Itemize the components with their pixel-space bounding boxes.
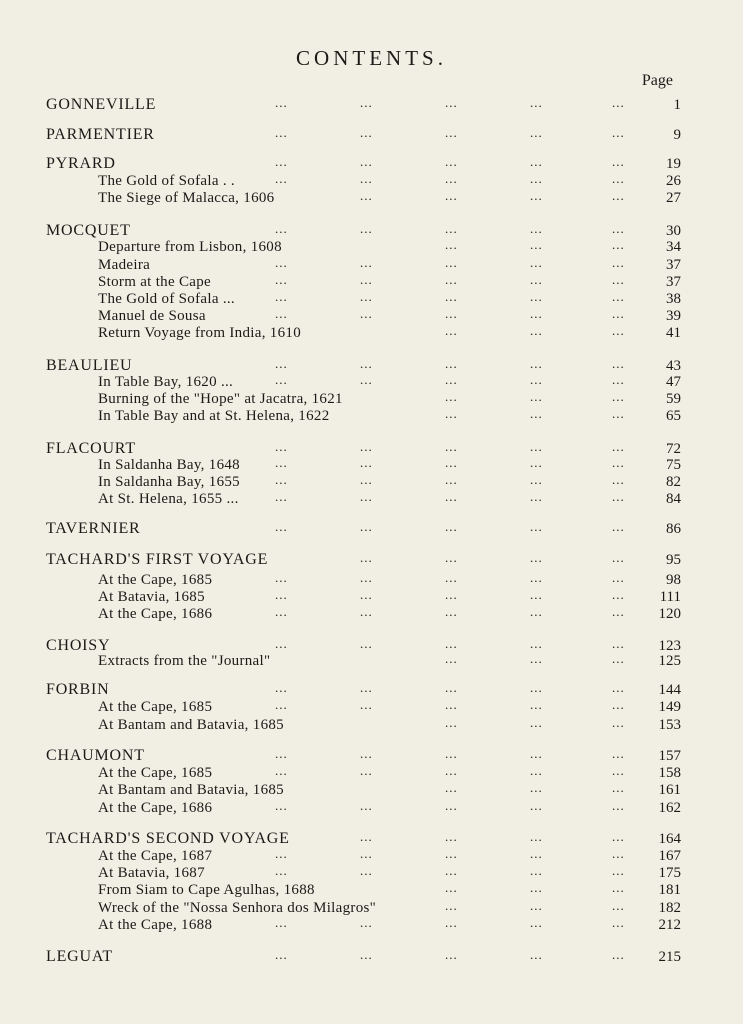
toc-entry-title: At the Cape, 1686: [98, 606, 213, 622]
leader-dots: ... ... ... ... ...: [275, 255, 625, 270]
toc-page-number: 167: [658, 848, 681, 864]
leader-dots: ... ... ... ...: [360, 188, 625, 203]
toc-subentry: [0, 189, 743, 207]
toc-page-number: 157: [658, 748, 681, 764]
toc-page-number: 9: [673, 127, 681, 143]
toc-page-number: 43: [666, 358, 681, 374]
leader-dots: ... ... ... ... ...: [275, 846, 625, 861]
toc-entry-title: At Batavia, 1685: [98, 589, 205, 605]
toc-subentry: [0, 605, 743, 623]
leader-dots: ... ... ... ... ...: [275, 472, 625, 487]
toc-entry-title: PARMENTIER: [46, 126, 155, 143]
toc-page-number: 59: [666, 391, 681, 407]
leader-dots: ... ... ... ... ...: [275, 221, 625, 236]
toc-page-number: 1: [673, 97, 681, 113]
toc-entry-title: From Siam to Cape Agulhas, 1688: [98, 882, 315, 898]
toc-page-number: 82: [666, 474, 681, 490]
toc-subentry: [0, 652, 743, 670]
leader-dots: ... ... ... ... ...: [275, 604, 625, 619]
toc-entry-title: Extracts from the "Journal": [98, 653, 271, 669]
toc-entry-title: TAVERNIER: [46, 520, 141, 537]
toc-page-number: 125: [658, 653, 681, 669]
leader-dots: ... ... ...: [445, 780, 625, 795]
toc-entry-title: FORBIN: [46, 681, 110, 698]
toc-page-number: 162: [658, 800, 681, 816]
leader-dots: ... ... ...: [445, 389, 625, 404]
toc-entry-title: At Bantam and Batavia, 1685: [98, 717, 284, 733]
toc-subentry: [0, 407, 743, 425]
toc-page-number: 37: [666, 257, 681, 273]
toc-page-number: 39: [666, 308, 681, 324]
leader-dots: ... ... ...: [445, 323, 625, 338]
toc-entry-title: The Gold of Sofala . .: [98, 173, 235, 189]
toc-page-number: 144: [658, 682, 681, 698]
toc-page-number: 98: [666, 572, 681, 588]
leader-dots: ... ... ... ... ...: [275, 171, 625, 186]
toc-page-number: 86: [666, 521, 681, 537]
toc-entry-title: At the Cape, 1685: [98, 572, 213, 588]
toc-page-number: 123: [658, 638, 681, 654]
toc-entry: [0, 948, 743, 966]
leader-dots: ... ... ... ... ...: [275, 680, 625, 695]
toc-entry-title: BEAULIEU: [46, 357, 133, 374]
toc-entry-title: CHAUMONT: [46, 747, 145, 764]
leader-dots: ... ... ... ... ...: [275, 570, 625, 585]
leader-dots: ... ... ... ... ...: [275, 519, 625, 534]
toc-page-number: 72: [666, 441, 681, 457]
leader-dots: ... ... ... ... ...: [275, 289, 625, 304]
page-column-heading: Page: [641, 72, 673, 89]
toc-entry-title: Burning of the "Hope" at Jacatra, 1621: [98, 391, 343, 407]
toc-entry-title: In Saldanha Bay, 1655: [98, 474, 240, 490]
toc-entry-title: At Batavia, 1687: [98, 865, 205, 881]
leader-dots: ... ... ... ... ...: [275, 746, 625, 761]
leader-dots: ... ... ... ... ...: [275, 636, 625, 651]
toc-page-number: 161: [658, 782, 681, 798]
leader-dots: ... ... ... ... ...: [275, 915, 625, 930]
toc-page-number: 164: [658, 831, 681, 847]
toc-page-number: 26: [666, 173, 681, 189]
leader-dots: ... ... ... ... ...: [275, 154, 625, 169]
toc-subentry: [0, 799, 743, 817]
toc-entry-title: At Bantam and Batavia, 1685: [98, 782, 284, 798]
toc-entry-title: LEGUAT: [46, 948, 114, 965]
toc-entry: [0, 126, 743, 144]
page-title: CONTENTS.: [296, 46, 447, 70]
leader-dots: ... ... ... ... ...: [275, 95, 625, 110]
leader-dots: ... ... ... ...: [360, 550, 625, 565]
leader-dots: ... ... ... ... ...: [275, 489, 625, 504]
toc-entry-title: Storm at the Cape: [98, 274, 211, 290]
toc-entry-title: In Saldanha Bay, 1648: [98, 457, 240, 473]
leader-dots: ... ... ...: [445, 898, 625, 913]
toc-subentry: [0, 916, 743, 934]
toc-entry-title: Departure from Lisbon, 1608: [98, 239, 282, 255]
toc-entry-title: At St. Helena, 1655 ...: [98, 491, 239, 507]
toc-subentry: [0, 490, 743, 508]
toc-entry-title: TACHARD'S FIRST VOYAGE: [46, 551, 269, 568]
toc-subentry: [0, 716, 743, 734]
toc-entry-title: At the Cape, 1685: [98, 765, 213, 781]
toc-entry-title: TACHARD'S SECOND VOYAGE: [46, 830, 290, 847]
leader-dots: ... ... ...: [445, 880, 625, 895]
toc-page-number: 65: [666, 408, 681, 424]
leader-dots: ... ... ...: [445, 715, 625, 730]
toc-page-number: 41: [666, 325, 681, 341]
leader-dots: ... ... ... ... ...: [275, 947, 625, 962]
leader-dots: ... ... ...: [445, 406, 625, 421]
toc-entry-title: CHOISY: [46, 637, 111, 654]
toc-page-number: 84: [666, 491, 681, 507]
toc-entry-title: Madeira: [98, 257, 151, 273]
leader-dots: ... ... ... ... ...: [275, 356, 625, 371]
leader-dots: ... ... ... ... ...: [275, 697, 625, 712]
toc-entry-title: In Table Bay, 1620 ...: [98, 374, 234, 390]
toc-page-number: 215: [658, 949, 681, 965]
leader-dots: ... ... ... ... ...: [275, 272, 625, 287]
leader-dots: ... ... ... ... ...: [275, 763, 625, 778]
toc-page-number: 149: [658, 699, 681, 715]
toc-subentry: [0, 324, 743, 342]
toc-page-number: 111: [659, 589, 681, 605]
toc-page-number: 34: [666, 239, 681, 255]
toc-entry-title: At the Cape, 1687: [98, 848, 213, 864]
leader-dots: ... ... ...: [445, 651, 625, 666]
toc-entry: [0, 551, 743, 569]
toc-page-number: 95: [666, 552, 681, 568]
toc-entry: [0, 520, 743, 538]
toc-entry-title: GONNEVILLE: [46, 96, 157, 113]
leader-dots: ... ... ... ... ...: [275, 372, 625, 387]
toc-page-number: 37: [666, 274, 681, 290]
toc-page-number: 47: [666, 374, 681, 390]
toc-entry-title: The Gold of Sofala ...: [98, 291, 235, 307]
leader-dots: ... ... ...: [445, 237, 625, 252]
toc-entry-title: PYRARD: [46, 155, 116, 172]
leader-dots: ... ... ... ... ...: [275, 439, 625, 454]
toc-entry-title: At the Cape, 1685: [98, 699, 213, 715]
toc-entry-title: Return Voyage from India, 1610: [98, 325, 301, 341]
toc-page-number: 212: [658, 917, 681, 933]
leader-dots: ... ... ... ... ...: [275, 455, 625, 470]
toc-entry-title: The Siege of Malacca, 1606: [98, 190, 275, 206]
toc-page-number: 75: [666, 457, 681, 473]
toc-entry: [0, 96, 743, 114]
toc-page-number: 38: [666, 291, 681, 307]
leader-dots: ... ... ... ... ...: [275, 863, 625, 878]
toc-entry-title: Wreck of the "Nossa Senhora dos Milagros": [98, 900, 377, 916]
leader-dots: ... ... ... ...: [360, 829, 625, 844]
toc-page-number: 120: [658, 606, 681, 622]
toc-page-number: 175: [658, 865, 681, 881]
toc-page-number: 182: [658, 900, 681, 916]
leader-dots: ... ... ... ... ...: [275, 798, 625, 813]
toc-page-number: 153: [658, 717, 681, 733]
toc-entry-title: In Table Bay and at St. Helena, 1622: [98, 408, 330, 424]
toc-entry-title: Manuel de Sousa: [98, 308, 206, 324]
toc-page-number: 158: [658, 765, 681, 781]
toc-page-number: 30: [666, 223, 681, 239]
toc-entry-title: At the Cape, 1686: [98, 800, 213, 816]
leader-dots: ... ... ... ... ...: [275, 125, 625, 140]
toc-page-number: 19: [666, 156, 681, 172]
toc-entry-title: FLACOURT: [46, 440, 136, 457]
leader-dots: ... ... ... ... ...: [275, 587, 625, 602]
toc-entry-title: At the Cape, 1688: [98, 917, 213, 933]
toc-page-number: 27: [666, 190, 681, 206]
toc-entry-title: MOCQUET: [46, 222, 131, 239]
leader-dots: ... ... ... ... ...: [275, 306, 625, 321]
toc-page-number: 181: [658, 882, 681, 898]
